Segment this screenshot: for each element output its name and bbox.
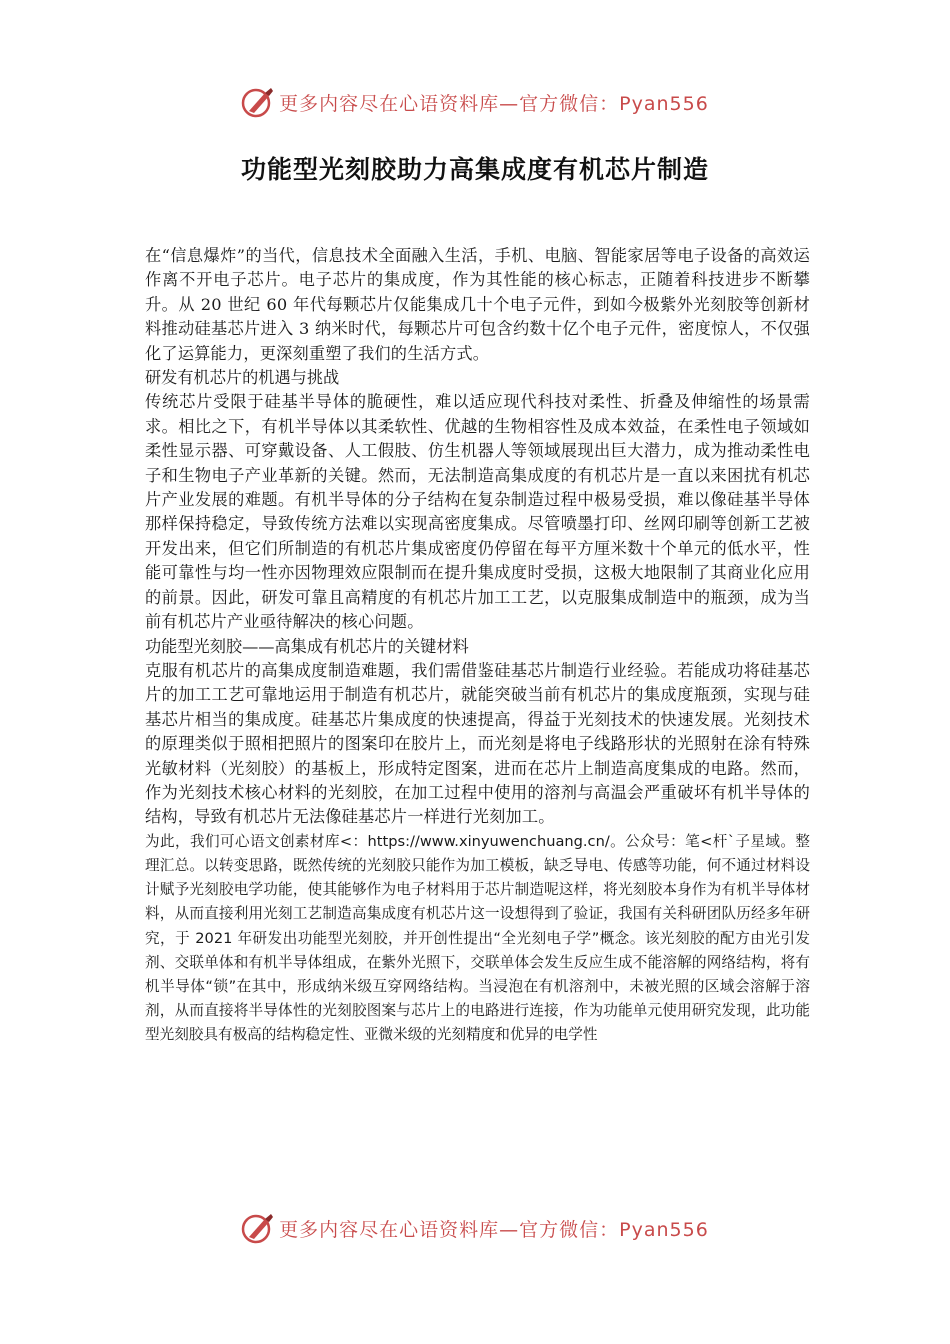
header-banner (0, 82, 950, 122)
banner-text: 更多内容尽在心语资料库—官方微信：Pyan556 (279, 92, 709, 115)
paragraph-photoresist: 克服有机芯片的高集成度制造难题，我们需借鉴硅基芯片制造行业经验。若能成功将硅基芯片的加工工艺可靠地运用于制造有机芯片，就能突破当前有机芯片的集成度瓶颈，实现与硅基芯片相当的集成度。硅基芯片集成度的快速提高，得益于光刻技术的快速发展。光刻技术的原理类似于照相把照片的图案印在胶片上，而光刻是将电子线路形状的光照射在涂有特殊光敏材料（光刻胶）的基板上，形成特定图案，进而在芯片上制造高度集成的电路。然而，作为光刻技术核心材料的光刻胶，在加工过程中使用的溶剂与高温会严重破坏有机半导体的结构，导致有机芯片无法像硅基芯片一样进行光刻加工。 (145, 660, 810, 827)
paragraph-challenges: 传统芯片受限于硅基半导体的脆硬性，难以适应现代科技对柔性、折叠及伸缩性的场景需求。相比之下，有机半导体以其柔软性、优越的生物相容性及成本效益，在柔性电子领域如柔性显示器、可穿戴设备、人工假肢、仿生机器人等领域展现出巨大潜力，成为推动柔性电子和生物电子产业革新的关键。然而，无法制造高集成度的有机芯片是一直以来困扰有机芯片产业发展的难题。有机半导体的分子结构在复杂制造过程中极易受损，难以像硅基半导体那样保持稳定，导致传统方法难以实现高密度集成。尽管喷墨打印、丝网印刷等创新工艺被开发出来，但它们所制造的有机芯片集成密度仍停留在每平方厘米数十个单元的低水平，性能可靠性与均一性亦因物理效应限制而在提升集成度时受损，这极大地限制了其商业化应用的前景。因此，研发可靠且高精度的有机芯片加工工艺，以克服集成制造中的瓶颈，成为当前有机芯片产业亟待解决的核心问题。 (145, 392, 810, 632)
section-heading-opportunities: 研发有机芯片的机遇与挑战 (145, 368, 340, 388)
footer-banner (0, 1208, 950, 1248)
pen-logo-icon (241, 1211, 275, 1245)
banner-text: 更多内容尽在心语资料库—官方微信：Pyan556 (279, 1218, 709, 1241)
article-body (145, 244, 810, 1048)
paragraph-intro: 在“信息爆炸”的当代，信息技术全面融入生活，手机、电脑、智能家居等电子设备的高效运作离不开电子芯片。电子芯片的集成度，作为其性能的核心标志，正随着科技进步不断攀升。从 20 世纪 60 年代每颗芯片仅能集成几十个电子元件，到如今极紫外光刻胶等创新材料推动硅基芯片进入 3 纳米时代，每颗芯片可包含约数十亿个电子元件，密度惊人，不仅强化了运算能力，更深刻重塑了我们的生活方式。 (145, 246, 810, 363)
section-heading-photoresist: 功能型光刻胶——高集成有机芯片的关键材料 (145, 636, 469, 656)
pen-logo-icon (241, 85, 275, 119)
paragraph-research: 为此，我们可心语文创素材库<：https://www.xinyuwenchuang.cn/。公众号：笔<杆`子星域。整理汇总。以转变思路，既然传统的光刻胶只能作为加工模板，缺乏导电、传感等功能，何不通过材料设计赋予光刻胶电学功能，使其能够作为电子材料用于芯片制造呢这样，将光刻胶本身作为有机半导体材料，从而直接利用光刻工艺制造高集成度有机芯片这一设想得到了验证，我国有关科研团队历经多年研究，于 2021 年研发出功能型光刻胶，并开创性提出“全光刻电子学”概念。该光刻胶的配方由光引发剂、交联单体和有机半导体组成，在紫外光照下，交联单体会发生反应生成不能溶解的网络结构，将有机半导体“锁”在其中，形成纳米级互穿网络结构。当浸泡在有机溶剂中，未被光照的区域会溶解于溶剂，从而直接将半导体性的光刻胶图案与芯片上的电路进行连接，作为功能单元使用研究发现，此功能型光刻胶具有极高的结构稳定性、亚微米级的光刻精度和优异的电学性 (145, 832, 810, 1044)
page-title: 功能型光刻胶助力高集成度有机芯片制造 (240, 155, 709, 184)
